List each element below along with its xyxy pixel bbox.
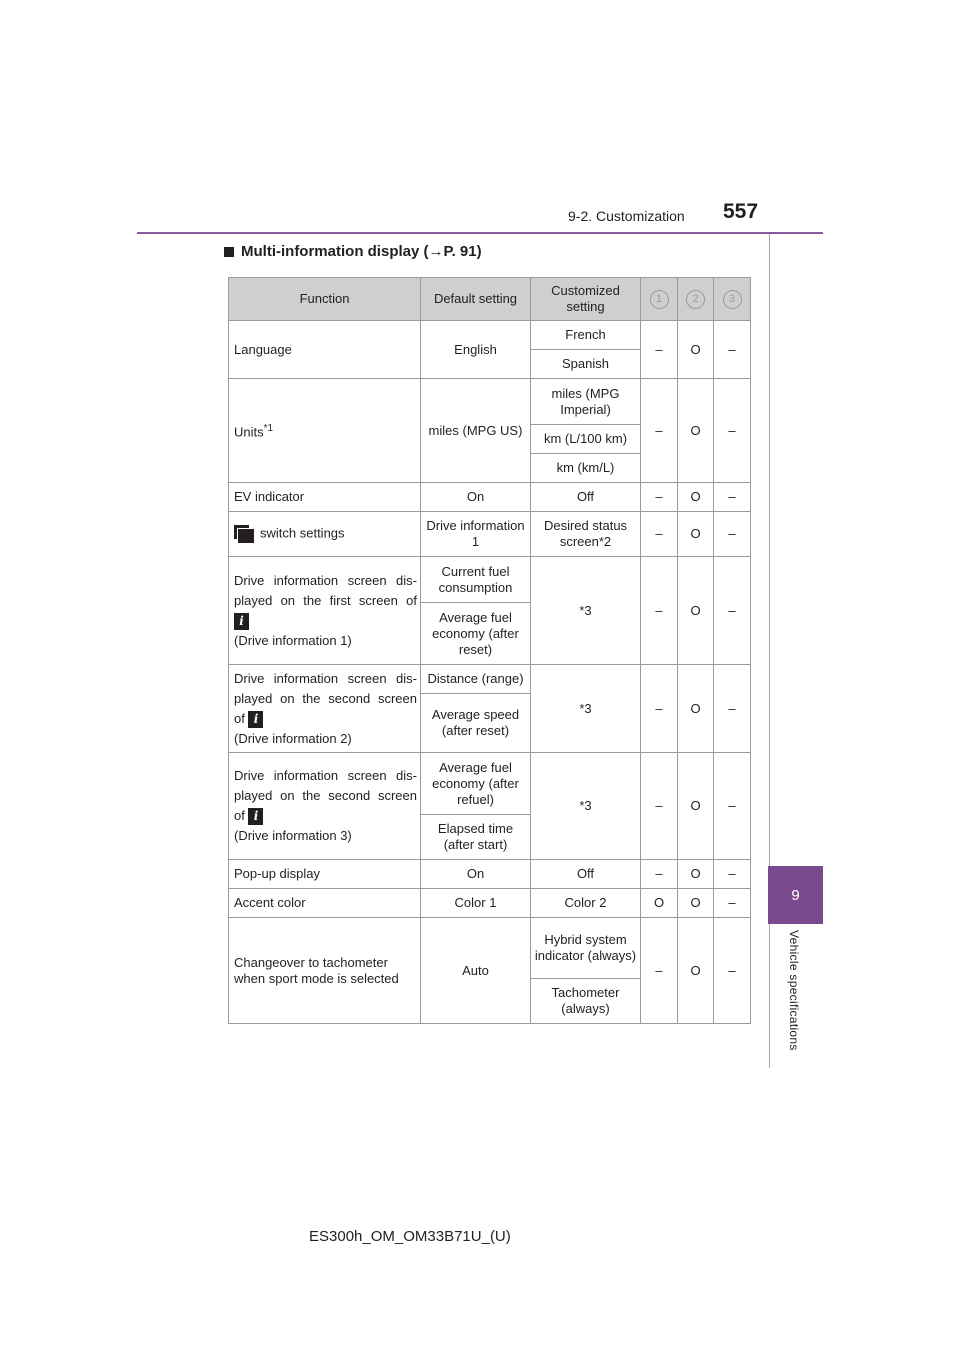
default-cell: Elapsed time (after start) bbox=[421, 815, 531, 860]
table-row bbox=[229, 889, 751, 918]
customized-cell: Color 2 bbox=[531, 889, 641, 918]
customized-cell: km (L/100 km) bbox=[531, 425, 641, 454]
header-default: Default setting bbox=[421, 278, 531, 321]
table-row bbox=[229, 483, 751, 512]
function-line: of bbox=[234, 808, 245, 823]
table-row bbox=[229, 379, 751, 425]
chapter-label: Vehicle specifications bbox=[787, 930, 801, 1051]
col3-cell: – bbox=[714, 483, 751, 512]
col3-cell: – bbox=[714, 321, 751, 379]
function-cell bbox=[229, 379, 421, 483]
customized-cell: Off bbox=[531, 483, 641, 512]
function-cell: Pop-up display bbox=[229, 860, 421, 889]
table-row bbox=[229, 918, 751, 979]
table-row bbox=[229, 753, 751, 815]
function-line: played on the second screen bbox=[234, 690, 417, 706]
col3-cell: – bbox=[714, 379, 751, 483]
customized-cell: *3 bbox=[531, 557, 641, 665]
function-cell bbox=[229, 512, 421, 557]
col2-cell: O bbox=[678, 918, 714, 1024]
customized-cell: miles (MPG Imperial) bbox=[531, 379, 641, 425]
customized-cell: Desired status screen*2 bbox=[531, 512, 641, 557]
header-function: Function bbox=[229, 278, 421, 321]
function-cell: Accent color bbox=[229, 889, 421, 918]
customized-cell: Hybrid system indicator (always) bbox=[531, 918, 641, 979]
function-cell: Changeover to tachometer when sport mode is selected bbox=[229, 918, 421, 1024]
info-icon: i bbox=[234, 613, 249, 630]
col2-cell: O bbox=[678, 483, 714, 512]
section-heading bbox=[224, 243, 482, 260]
col1-cell: – bbox=[641, 665, 678, 753]
col2-cell: O bbox=[678, 889, 714, 918]
header-col-1 bbox=[641, 278, 678, 321]
default-cell: Average fuel economy (after reset) bbox=[421, 603, 531, 665]
table-header-row bbox=[229, 278, 751, 321]
table-row bbox=[229, 557, 751, 603]
function-cell bbox=[229, 665, 421, 753]
function-line: (Drive information 2) bbox=[234, 730, 352, 746]
customized-cell: Spanish bbox=[531, 350, 641, 379]
circled-1-icon: 1 bbox=[650, 290, 669, 309]
circled-3-icon: 3 bbox=[723, 290, 742, 309]
customized-cell: French bbox=[531, 321, 641, 350]
function-cell: EV indicator bbox=[229, 483, 421, 512]
function-label: switch settings bbox=[260, 525, 345, 541]
col3-cell: – bbox=[714, 889, 751, 918]
table-row bbox=[229, 512, 751, 557]
info-icon: i bbox=[248, 711, 263, 728]
col1-cell: – bbox=[641, 918, 678, 1024]
default-cell: Average speed (after reset) bbox=[421, 694, 531, 753]
footnote-mark: *1 bbox=[263, 422, 274, 434]
col3-cell: – bbox=[714, 860, 751, 889]
col1-cell: – bbox=[641, 753, 678, 860]
default-cell: Average fuel economy (after refuel) bbox=[421, 753, 531, 815]
heading-text: Multi-information display (→P. 91) bbox=[241, 243, 482, 260]
col3-cell: – bbox=[714, 557, 751, 665]
function-cell bbox=[229, 753, 421, 860]
col1-cell: – bbox=[641, 483, 678, 512]
function-line: (Drive information 3) bbox=[234, 828, 352, 843]
customized-cell: Tachometer (always) bbox=[531, 979, 641, 1024]
col2-cell: O bbox=[678, 379, 714, 483]
function-line: (Drive information 1) bbox=[234, 632, 352, 648]
settings-table bbox=[228, 277, 751, 1024]
default-cell: Color 1 bbox=[421, 889, 531, 918]
page-number: 557 bbox=[723, 200, 759, 223]
default-cell: Auto bbox=[421, 918, 531, 1024]
table-row bbox=[229, 860, 751, 889]
col1-cell: – bbox=[641, 379, 678, 483]
default-cell: On bbox=[421, 860, 531, 889]
function-line: played on the first screen of bbox=[234, 592, 417, 608]
function-line: played on the second screen bbox=[234, 788, 417, 803]
function-label: Units bbox=[234, 424, 264, 440]
header-col-3 bbox=[714, 278, 751, 321]
function-cell bbox=[229, 557, 421, 665]
function-line: of bbox=[234, 710, 245, 726]
customized-cell: *3 bbox=[531, 665, 641, 753]
col1-cell: – bbox=[641, 557, 678, 665]
default-cell: Distance (range) bbox=[421, 665, 531, 694]
function-cell: Language bbox=[229, 321, 421, 379]
default-cell: On bbox=[421, 483, 531, 512]
side-rule bbox=[769, 234, 770, 1068]
table-row bbox=[229, 321, 751, 350]
col2-cell: O bbox=[678, 321, 714, 379]
col2-cell: O bbox=[678, 557, 714, 665]
header-rule bbox=[137, 232, 823, 234]
col1-cell: – bbox=[641, 512, 678, 557]
customized-cell: *3 bbox=[531, 753, 641, 860]
col2-cell: O bbox=[678, 753, 714, 860]
circled-2-icon: 2 bbox=[686, 290, 705, 309]
col2-cell: O bbox=[678, 512, 714, 557]
table-row bbox=[229, 665, 751, 694]
function-line: Drive information screen dis- bbox=[234, 670, 417, 686]
col2-cell: O bbox=[678, 860, 714, 889]
header-col-2 bbox=[678, 278, 714, 321]
square-bullet-icon bbox=[224, 247, 234, 257]
switch-icon bbox=[234, 525, 254, 543]
header-customized: Customized setting bbox=[531, 278, 641, 321]
footer-code: ES300h_OM_OM33B71U_(U) bbox=[309, 1228, 511, 1245]
function-line: Drive information screen dis- bbox=[234, 768, 417, 783]
col3-cell: – bbox=[714, 753, 751, 860]
default-cell: miles (MPG US) bbox=[421, 379, 531, 483]
default-cell: Drive information 1 bbox=[421, 512, 531, 557]
info-icon: i bbox=[248, 808, 263, 825]
col1-cell: O bbox=[641, 889, 678, 918]
col3-cell: – bbox=[714, 512, 751, 557]
col3-cell: – bbox=[714, 918, 751, 1024]
col1-cell: – bbox=[641, 321, 678, 379]
chapter-tab[interactable]: 9 bbox=[768, 866, 823, 924]
default-cell: English bbox=[421, 321, 531, 379]
col2-cell: O bbox=[678, 665, 714, 753]
function-line: Drive information screen dis- bbox=[234, 572, 417, 588]
default-cell: Current fuel consumption bbox=[421, 557, 531, 603]
customized-cell: Off bbox=[531, 860, 641, 889]
customized-cell: km (km/L) bbox=[531, 454, 641, 483]
col3-cell: – bbox=[714, 665, 751, 753]
section-title: 9-2. Customization bbox=[568, 208, 685, 224]
col1-cell: – bbox=[641, 860, 678, 889]
